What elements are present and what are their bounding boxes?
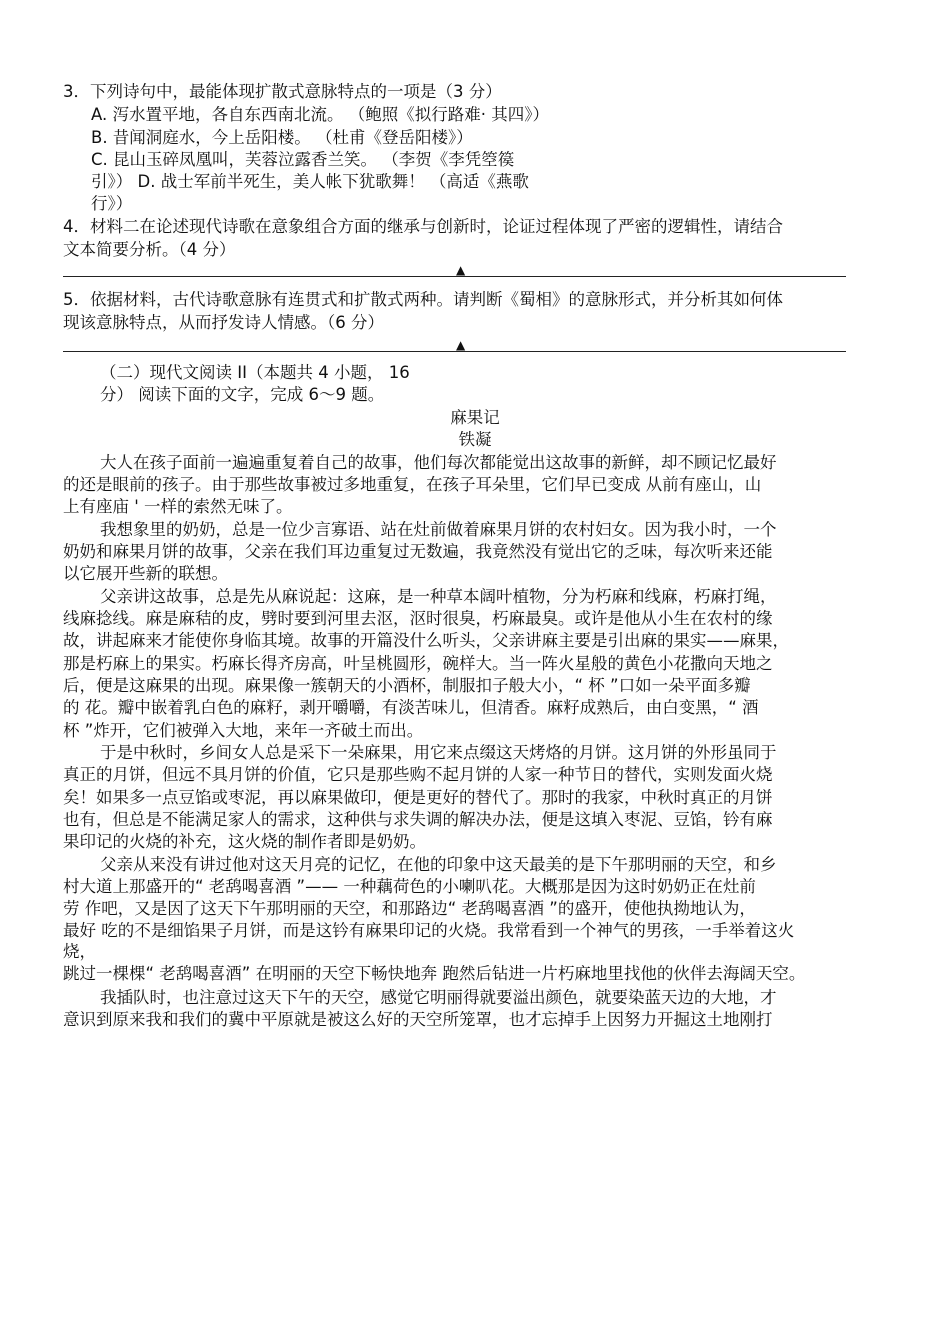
- article-line: 于是中秋时，乡间女人总是采下一朵麻果，用它来点缀这天烤烙的月饼。这月饼的外形虽同于: [100, 743, 777, 762]
- article-line: 最好 吃的不是细馅果子月饼，而是这钤有麻果印记的火烧。我常看到一个神气的男孩，一手举着这火: [63, 921, 795, 940]
- answer-mark-q4: ▲: [456, 263, 466, 277]
- section-heading-line-1: （二）现代文阅读 II（本题共 4 小题， 16: [100, 363, 410, 382]
- article-line: 的 花。瓣中嵌着乳白色的麻籽，剥开嚼嚼，有淡苦味儿，但清香。麻籽成熟后，由白变黑，“ 酒: [63, 698, 759, 717]
- q3-option-d-end: 行》）: [91, 194, 133, 213]
- article-line: 的还是眼前的孩子。由于那些故事被过多地重复，在孩子耳朵里，它们早已变成 从前有座山，山: [63, 475, 762, 494]
- article-line: 线麻捻线。麻是麻秸的皮，劈时要到河里去沤，沤时很臭，朽麻最臭。或许是他从小生在农村的缘: [63, 609, 773, 628]
- article-line: 跳过一棵棵“ 老鸹喝喜酒” 在明丽的天空下畅快地奔 跑然后钻进一片朽麻地里找他的伙伴去海阔天空。: [63, 964, 806, 983]
- section-heading-line-2: 分） 阅读下面的文字，完成 6～9 题。: [100, 385, 385, 404]
- article-line: 烧，: [63, 942, 96, 961]
- article-line: 奶奶和麻果月饼的故事，父亲在我们耳边重复过无数遍，我竟然没有觉出它的乏味，每次听来还能: [63, 542, 773, 561]
- q4-line-1: 4．材料二在论述现代诗歌在意象组合方面的继承与创新时，论证过程体现了严密的逻辑性，请结合: [63, 217, 783, 236]
- answer-mark-q5: ▲: [456, 338, 466, 352]
- article-line: 也有，但总是不能满足家人的需求，这种供与求失调的解决办法，便是这填入枣泥、豆馅，钤有麻: [63, 810, 773, 829]
- article-line: 故，讲起麻来才能使你身临其境。故事的开篇没什么听头，父亲讲麻主要是引出麻的果实——麻果，: [63, 631, 789, 650]
- article-author: 铁凝: [458, 430, 492, 449]
- q3-option-cd: 引》） D. 战士军前半死生，美人帐下犹歌舞！ （高适《燕歌: [91, 172, 529, 191]
- article-line: 意识到原来我和我们的冀中平原就是被这么好的天空所笼罩，也才忘掉手上因努力开掘这土地刚打: [63, 1010, 773, 1029]
- q3-stem: 3．下列诗句中，最能体现扩散式意脉特点的一项是（3 分）: [63, 82, 502, 101]
- article-line: 矣！如果多一点豆馅或枣泥，再以麻果做印，便是更好的替代了。那时的我家，中秋时真正的月饼: [63, 788, 773, 807]
- q5-line-2: 现该意脉特点，从而抒发诗人情感。（6 分）: [63, 313, 384, 332]
- q3-option-a: A. 泻水置平地，各自东西南北流。 （鲍照《拟行路难· 其四》）: [91, 105, 549, 124]
- q4-line-2: 文本简要分析。（4 分）: [63, 240, 236, 259]
- article-line: 真正的月饼，但远不具月饼的价值，它只是那些购不起月饼的人家一种节日的替代，实则发面火烧: [63, 765, 773, 784]
- article-line: 果印记的火烧的补充，这火烧的制作者即是奶奶。: [63, 832, 426, 851]
- article-line: 村大道上那盛开的“ 老鸹喝喜酒 ”—— 一种藕荷色的小喇叭花。大概那是因为这时奶奶正在灶前: [63, 877, 756, 896]
- article-line: 杯 ”炸开，它们被弹入大地，来年一齐破土而出。: [63, 721, 424, 740]
- article-line: 父亲从来没有讲过他对这天月亮的记忆，在他的印象中这天最美的是下午那明丽的天空，和乡: [100, 855, 777, 874]
- article-line: 上有座庙 ' 一样的索然无味了。: [63, 497, 293, 516]
- article-line: 父亲讲这故事，总是先从麻说起：这麻，是一种草本阔叶植物，分为朽麻和线麻，朽麻打绳，: [100, 587, 777, 606]
- answer-line-q5: [63, 351, 846, 352]
- article-line: 我插队时，也注意过这天下午的天空，感觉它明丽得就要溢出颜色，就要染蓝天边的大地，才: [100, 988, 777, 1007]
- q5-line-1: 5．依据材料，古代诗歌意脉有连贯式和扩散式两种。请判断《蜀相》的意脉形式，并分析其如何体: [63, 290, 783, 309]
- article-line: 以它展开些新的联想。: [63, 564, 228, 583]
- article-line: 我想象里的奶奶，总是一位少言寡语、站在灶前做着麻果月饼的农村妇女。因为我小时，一个: [100, 520, 777, 539]
- q3-option-c: C. 昆山玉碎凤凰叫，芙蓉泣露香兰笑。 （李贺《李凭箜篌: [91, 150, 515, 169]
- answer-line-q4: [63, 276, 846, 277]
- article-line: 那是朽麻上的果实。朽麻长得齐房高，叶呈桃圆形，碗样大。当一阵火星般的黄色小花撒向天地之: [63, 654, 773, 673]
- article-line: 后，便是这麻果的出现。麻果像一簇朝天的小酒杯，制服扣子般大小，“ 杯 ”口如一朵平面多瓣: [63, 676, 751, 695]
- article-title: 麻果记: [450, 408, 500, 427]
- article-line: 劳 作吧，又是因了这天下午那明丽的天空，和那路边“ 老鸹喝喜酒 ”的盛开，使他执拗地认为，: [63, 899, 756, 918]
- q3-option-b: B. 昔闻洞庭水，今上岳阳楼。 （杜甫《登岳阳楼》）: [91, 128, 473, 147]
- article-line: 大人在孩子面前一遍遍重复着自己的故事，他们每次都能觉出这故事的新鲜，却不顾记忆最好: [100, 453, 777, 472]
